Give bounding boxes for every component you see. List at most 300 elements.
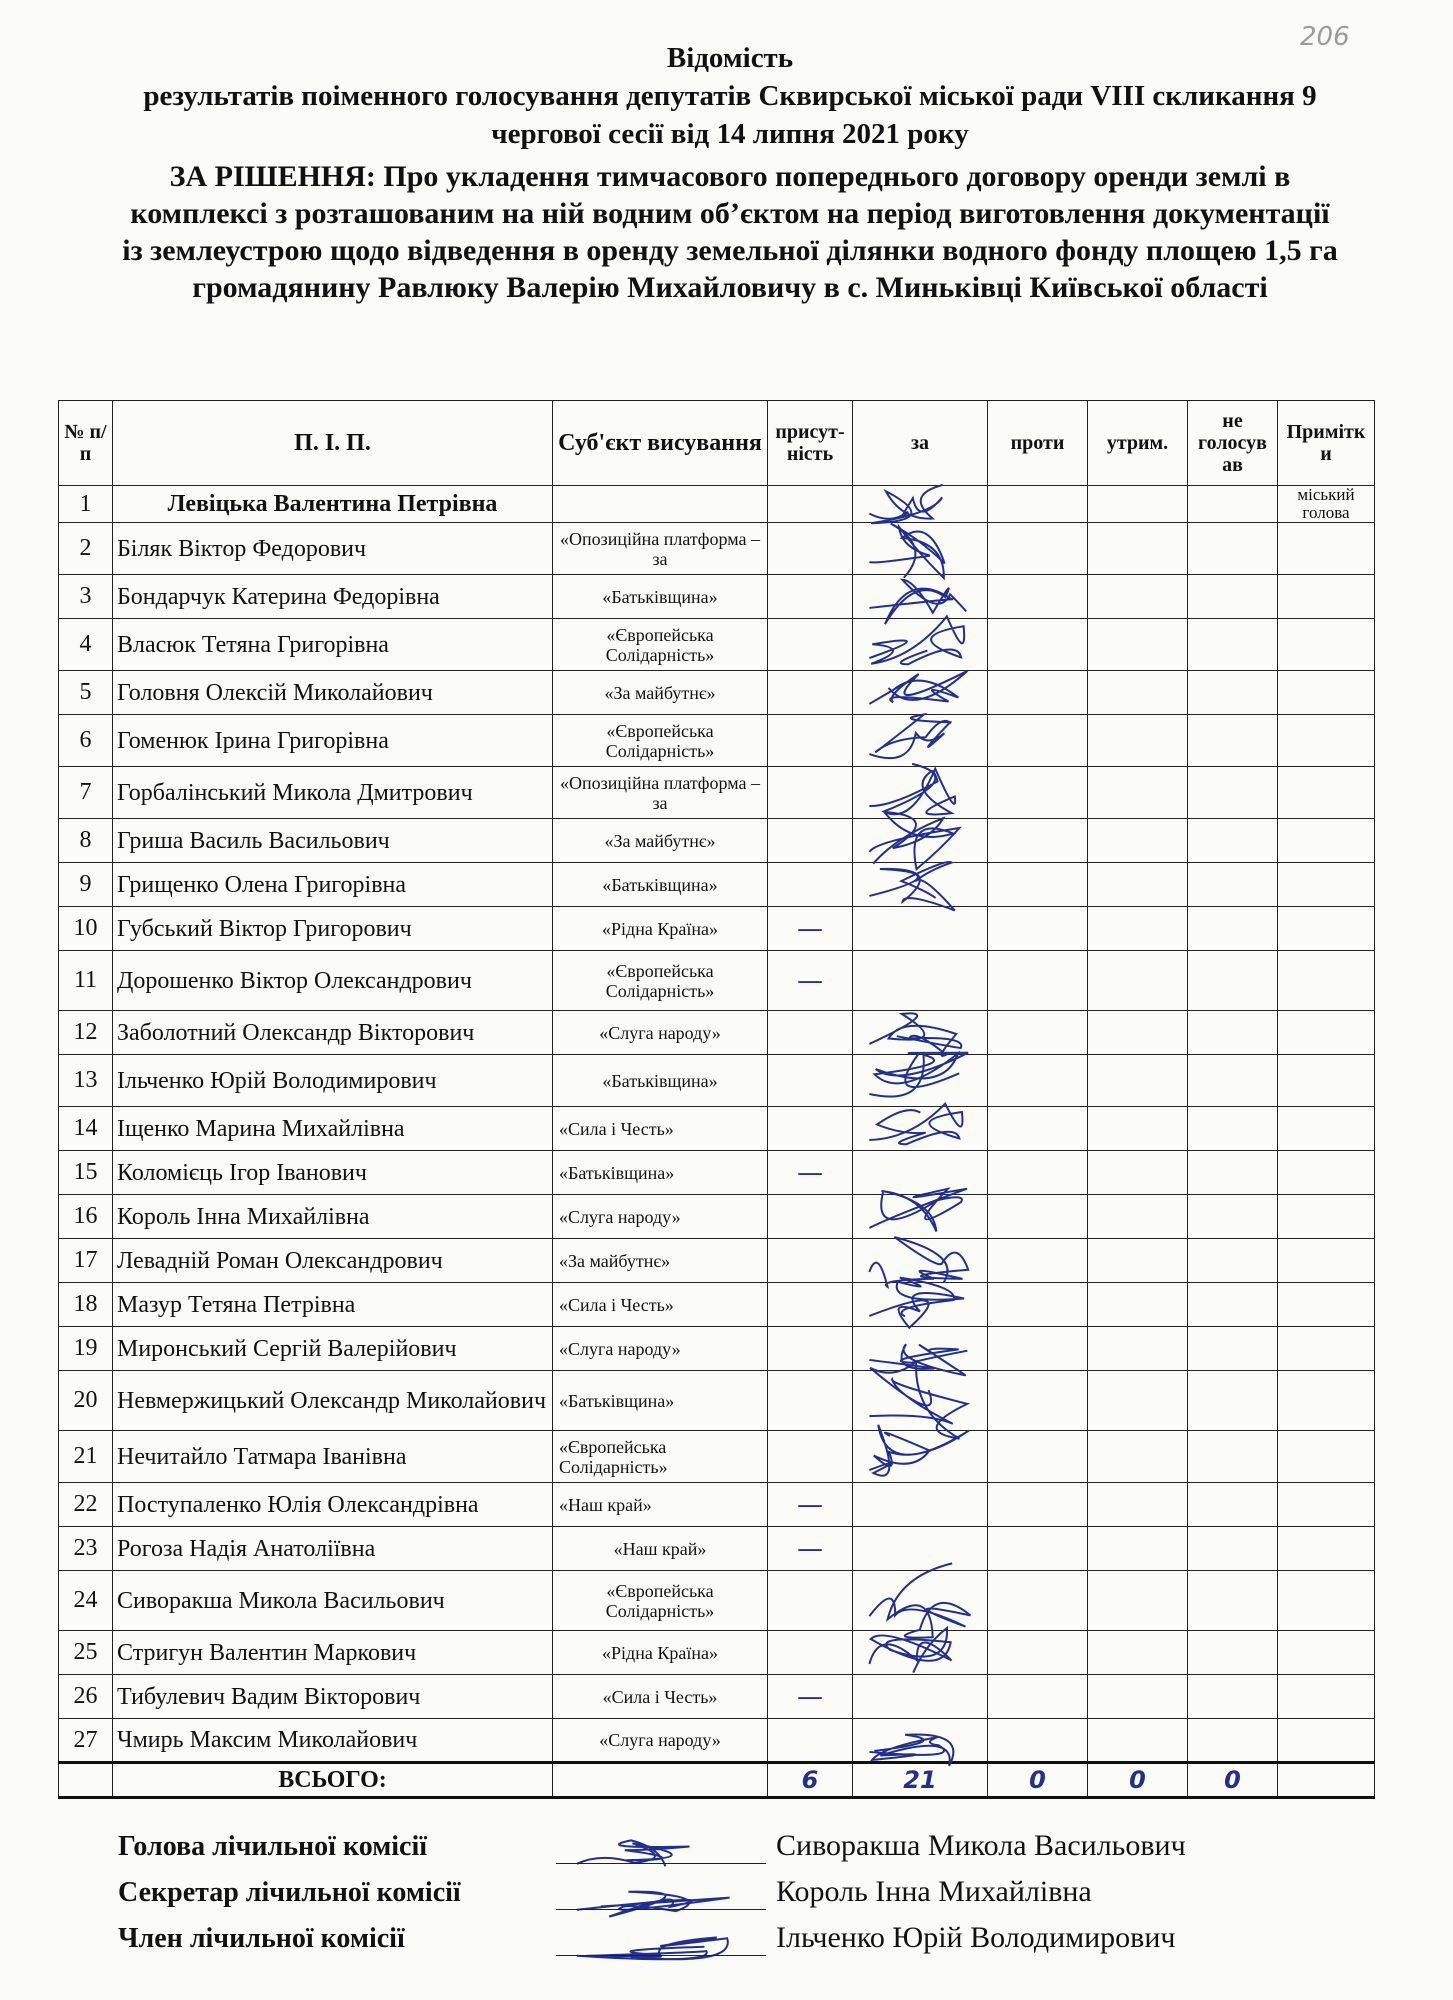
deputy-name: Губський Віктор Григорович	[113, 907, 553, 951]
row-number: 7	[59, 767, 113, 819]
deputy-name: Нечитайло Татмара Іванівна	[113, 1431, 553, 1483]
vote-for-cell	[853, 1483, 988, 1527]
present-cell	[768, 671, 853, 715]
vote-against-cell	[988, 1483, 1088, 1527]
note-cell	[1278, 575, 1375, 619]
present-cell	[768, 1719, 853, 1763]
nominating-party: «Батьківщина»	[553, 1055, 768, 1107]
vote-for-cell	[853, 1239, 988, 1283]
total-against: 0	[988, 1763, 1088, 1798]
header-party: Суб'єкт висування	[553, 401, 768, 486]
table-row	[59, 523, 1375, 575]
vote-for-cell	[853, 575, 988, 619]
present-cell: —	[768, 1483, 853, 1527]
table-row	[59, 671, 1375, 715]
deputy-name: Стригун Валентин Маркович	[113, 1631, 553, 1675]
row-number: 4	[59, 619, 113, 671]
present-cell	[768, 1055, 853, 1107]
not-voted-cell	[1188, 1195, 1278, 1239]
table-header-row	[59, 401, 1375, 486]
vote-abstain-cell	[1088, 907, 1188, 951]
vote-abstain-cell	[1088, 1371, 1188, 1431]
vote-against-cell	[988, 486, 1088, 523]
commission-member-row	[118, 1875, 1318, 1921]
deputy-name: Рогоза Надія Анатоліївна	[113, 1527, 553, 1571]
vote-for-cell	[853, 863, 988, 907]
total-label: ВСЬОГО:	[113, 1763, 553, 1798]
not-voted-cell	[1188, 863, 1278, 907]
document-header	[40, 40, 1420, 306]
table-row	[59, 1327, 1375, 1371]
vote-for-cell	[853, 619, 988, 671]
present-cell	[768, 767, 853, 819]
vote-for-cell	[853, 1719, 988, 1763]
vote-for-cell	[853, 1631, 988, 1675]
vote-against-cell	[988, 767, 1088, 819]
vote-abstain-cell	[1088, 619, 1188, 671]
row-number: 2	[59, 523, 113, 575]
vote-for-cell	[853, 1151, 988, 1195]
vote-against-cell	[988, 1631, 1088, 1675]
nominating-party: «Європейська Солідарність»	[553, 951, 768, 1011]
header-against: проти	[988, 401, 1088, 486]
table-row	[59, 1371, 1375, 1431]
vote-for-cell	[853, 1675, 988, 1719]
vote-against-cell	[988, 1195, 1088, 1239]
row-number: 6	[59, 715, 113, 767]
header-num: № п/п	[59, 401, 113, 486]
deputy-name: Ільченко Юрій Володимирович	[113, 1055, 553, 1107]
table-row	[59, 1527, 1375, 1571]
vote-against-cell	[988, 1055, 1088, 1107]
vote-against-cell	[988, 1527, 1088, 1571]
nominating-party: «Сила і Честь»	[553, 1283, 768, 1327]
deputy-name: Іщенко Марина Михайлівна	[113, 1107, 553, 1151]
total-empty-cell	[59, 1763, 113, 1798]
not-voted-cell	[1188, 951, 1278, 1011]
present-cell: —	[768, 951, 853, 1011]
vote-abstain-cell	[1088, 1631, 1188, 1675]
voting-table	[58, 400, 1375, 1799]
table-row	[59, 1571, 1375, 1631]
table-row	[59, 1011, 1375, 1055]
table-row	[59, 1195, 1375, 1239]
table-row	[59, 1631, 1375, 1675]
note-cell	[1278, 1327, 1375, 1371]
table-row	[59, 951, 1375, 1011]
vote-against-cell	[988, 1239, 1088, 1283]
vote-for-cell	[853, 671, 988, 715]
present-cell	[768, 1011, 853, 1055]
row-number: 13	[59, 1055, 113, 1107]
total-empty-cell	[1278, 1763, 1375, 1798]
note-cell	[1278, 715, 1375, 767]
not-voted-cell	[1188, 1371, 1278, 1431]
total-for: 21	[853, 1763, 988, 1798]
header-abstain: утрим.	[1088, 401, 1188, 486]
vote-abstain-cell	[1088, 486, 1188, 523]
row-number: 17	[59, 1239, 113, 1283]
table-row	[59, 1107, 1375, 1151]
present-cell	[768, 619, 853, 671]
commission-member-row	[118, 1829, 1318, 1875]
header-present: присут-ність	[768, 401, 853, 486]
table-row	[59, 1151, 1375, 1195]
not-voted-cell	[1188, 819, 1278, 863]
not-voted-cell	[1188, 575, 1278, 619]
table-row	[59, 907, 1375, 951]
nominating-party: «Наш край»	[553, 1483, 768, 1527]
not-voted-cell	[1188, 767, 1278, 819]
present-cell	[768, 1371, 853, 1431]
note-cell	[1278, 1431, 1375, 1483]
row-number: 22	[59, 1483, 113, 1527]
note-cell	[1278, 523, 1375, 575]
note-cell	[1278, 671, 1375, 715]
row-number: 14	[59, 1107, 113, 1151]
nominating-party: «Рідна Країна»	[553, 1631, 768, 1675]
commission-member-row	[118, 1921, 1318, 1967]
deputy-name: Поступаленко Юлія Олександрівна	[113, 1483, 553, 1527]
not-voted-cell	[1188, 1107, 1278, 1151]
table-row	[59, 1055, 1375, 1107]
table-row	[59, 1239, 1375, 1283]
present-cell	[768, 1431, 853, 1483]
decision-line-4: громадянину Равлюку Валерію Михайловичу в с. Миньківці Київської області	[192, 271, 1268, 304]
decision-line-1: ЗА РІШЕННЯ: Про укладення тимчасового попереднього договору оренди землі в	[169, 160, 1291, 193]
nominating-party: «Батьківщина»	[553, 575, 768, 619]
deputy-name: Левадній Роман Олександрович	[113, 1239, 553, 1283]
deputy-name: Заболотний Олександр Вікторович	[113, 1011, 553, 1055]
row-number: 24	[59, 1571, 113, 1631]
note-cell	[1278, 863, 1375, 907]
nominating-party: «Європейська Солідарність»	[553, 1571, 768, 1631]
nominating-party: «За майбутнє»	[553, 819, 768, 863]
vote-against-cell	[988, 715, 1088, 767]
signature-line	[556, 1955, 766, 1956]
vote-for-cell	[853, 819, 988, 863]
present-cell	[768, 1239, 853, 1283]
row-number: 10	[59, 907, 113, 951]
subtitle-line-2: чергової сесії від 14 липня 2021 року	[491, 118, 969, 150]
present-cell	[768, 1571, 853, 1631]
table-row	[59, 1483, 1375, 1527]
nominating-party: «Рідна Країна»	[553, 907, 768, 951]
present-cell	[768, 523, 853, 575]
not-voted-cell	[1188, 671, 1278, 715]
vote-against-cell	[988, 1371, 1088, 1431]
vote-against-cell	[988, 1151, 1088, 1195]
vote-for-cell	[853, 1107, 988, 1151]
row-number: 19	[59, 1327, 113, 1371]
vote-against-cell	[988, 1107, 1088, 1151]
not-voted-cell	[1188, 1283, 1278, 1327]
not-voted-cell	[1188, 1719, 1278, 1763]
nominating-party: «Слуга народу»	[553, 1195, 768, 1239]
table-row	[59, 863, 1375, 907]
table-row	[59, 1675, 1375, 1719]
not-voted-cell	[1188, 619, 1278, 671]
present-cell: —	[768, 907, 853, 951]
table-row	[59, 1719, 1375, 1763]
deputy-name: Левіцька Валентина Петрівна	[113, 486, 553, 523]
note-cell	[1278, 1195, 1375, 1239]
not-voted-cell	[1188, 486, 1278, 523]
note-cell	[1278, 819, 1375, 863]
note-cell	[1278, 1151, 1375, 1195]
decision-line-2: комплексі з розташованим на ній водним об’єктом на період виготовлення документації	[130, 197, 1330, 230]
vote-against-cell	[988, 1327, 1088, 1371]
present-cell: —	[768, 1675, 853, 1719]
vote-against-cell	[988, 951, 1088, 1011]
note-cell	[1278, 951, 1375, 1011]
note-cell	[1278, 1011, 1375, 1055]
document-title: Відомість	[666, 42, 794, 74]
row-number: 21	[59, 1431, 113, 1483]
vote-against-cell	[988, 1283, 1088, 1327]
vote-against-cell	[988, 819, 1088, 863]
vote-abstain-cell	[1088, 1483, 1188, 1527]
deputy-name: Горбалінський Микола Дмитрович	[113, 767, 553, 819]
deputy-name: Власюк Тетяна Григорівна	[113, 619, 553, 671]
row-number: 20	[59, 1371, 113, 1431]
deputy-name: Грищенко Олена Григорівна	[113, 863, 553, 907]
present-cell	[768, 486, 853, 523]
present-cell	[768, 1327, 853, 1371]
vote-abstain-cell	[1088, 767, 1188, 819]
vote-abstain-cell	[1088, 1527, 1188, 1571]
deputy-name: Гоменюк Ірина Григорівна	[113, 715, 553, 767]
vote-for-cell	[853, 1431, 988, 1483]
vote-for-cell	[853, 1571, 988, 1631]
present-cell	[768, 819, 853, 863]
not-voted-cell	[1188, 1327, 1278, 1371]
deputy-name: Гриша Василь Васильович	[113, 819, 553, 863]
vote-for-cell	[853, 1527, 988, 1571]
deputy-name: Невмержицький Олександр Миколайович	[113, 1371, 553, 1431]
deputy-name: Бондарчук Катерина Федорівна	[113, 575, 553, 619]
row-number: 11	[59, 951, 113, 1011]
deputy-name: Чмирь Максим Миколайович	[113, 1719, 553, 1763]
note-cell	[1278, 1107, 1375, 1151]
vote-abstain-cell	[1088, 523, 1188, 575]
vote-against-cell	[988, 575, 1088, 619]
note-cell	[1278, 1371, 1375, 1431]
not-voted-cell	[1188, 907, 1278, 951]
vote-abstain-cell	[1088, 1239, 1188, 1283]
total-empty-cell	[553, 1763, 768, 1798]
vote-for-cell	[853, 767, 988, 819]
row-number: 5	[59, 671, 113, 715]
vote-abstain-cell	[1088, 715, 1188, 767]
vote-against-cell	[988, 1011, 1088, 1055]
not-voted-cell	[1188, 1483, 1278, 1527]
commission-member-name: Король Інна Михайлівна	[776, 1875, 1092, 1908]
row-number: 23	[59, 1527, 113, 1571]
nominating-party: «Європейська Солідарність»	[553, 619, 768, 671]
vote-for-cell	[853, 1371, 988, 1431]
present-cell	[768, 575, 853, 619]
signature-line	[556, 1863, 766, 1864]
deputy-name: Дорошенко Віктор Олександрович	[113, 951, 553, 1011]
note-cell	[1278, 1483, 1375, 1527]
row-number: 16	[59, 1195, 113, 1239]
vote-against-cell	[988, 619, 1088, 671]
vote-for-cell	[853, 1055, 988, 1107]
nominating-party: «За майбутнє»	[553, 671, 768, 715]
row-number: 26	[59, 1675, 113, 1719]
vote-abstain-cell	[1088, 575, 1188, 619]
total-not-voted: 0	[1188, 1763, 1278, 1798]
not-voted-cell	[1188, 1431, 1278, 1483]
nominating-party: «Батьківщина»	[553, 1371, 768, 1431]
not-voted-cell	[1188, 1151, 1278, 1195]
row-number: 9	[59, 863, 113, 907]
present-cell	[768, 1195, 853, 1239]
note-cell	[1278, 767, 1375, 819]
vote-abstain-cell	[1088, 1283, 1188, 1327]
deputy-name: Миронський Сергій Валерійович	[113, 1327, 553, 1371]
deputy-name: Мазур Тетяна Петрівна	[113, 1283, 553, 1327]
deputy-name: Тибулевич Вадим Вікторович	[113, 1675, 553, 1719]
present-cell	[768, 863, 853, 907]
row-number: 25	[59, 1631, 113, 1675]
deputy-name: Головня Олексій Миколайович	[113, 671, 553, 715]
nominating-party: «Батьківщина»	[553, 1151, 768, 1195]
signature-line	[556, 1909, 766, 1910]
vote-abstain-cell	[1088, 1571, 1188, 1631]
vote-abstain-cell	[1088, 1431, 1188, 1483]
vote-for-cell	[853, 1327, 988, 1371]
nominating-party: «Слуга народу»	[553, 1327, 768, 1371]
vote-abstain-cell	[1088, 819, 1188, 863]
table-row	[59, 715, 1375, 767]
note-cell	[1278, 1055, 1375, 1107]
not-voted-cell	[1188, 715, 1278, 767]
row-number: 1	[59, 486, 113, 523]
vote-abstain-cell	[1088, 1675, 1188, 1719]
vote-for-cell	[853, 1011, 988, 1055]
commission-role: Секретар лічильної комісії	[118, 1877, 461, 1908]
vote-for-cell	[853, 1195, 988, 1239]
subtitle-line-1: результатів поіменного голосування депутатів Сквирської міської ради VIII скликання 9	[143, 80, 1317, 112]
commission-member-name: Ільченко Юрій Володимирович	[776, 1921, 1176, 1954]
vote-for-cell	[853, 715, 988, 767]
present-cell: —	[768, 1527, 853, 1571]
table-row	[59, 1283, 1375, 1327]
nominating-party: «Наш край»	[553, 1527, 768, 1571]
vote-against-cell	[988, 1675, 1088, 1719]
table-row	[59, 767, 1375, 819]
decision-line-3: із землеустрою щодо відведення в оренду земельної ділянки водного фонду площею 1,5 га	[122, 234, 1338, 267]
not-voted-cell	[1188, 1527, 1278, 1571]
total-row	[59, 1763, 1375, 1798]
table-row	[59, 486, 1375, 523]
note-cell	[1278, 1719, 1375, 1763]
vote-abstain-cell	[1088, 1055, 1188, 1107]
table-row	[59, 575, 1375, 619]
total-abstain: 0	[1088, 1763, 1188, 1798]
deputy-name: Король Інна Михайлівна	[113, 1195, 553, 1239]
note-cell	[1278, 1675, 1375, 1719]
header-name: П. І. П.	[113, 401, 553, 486]
present-cell: —	[768, 1151, 853, 1195]
vote-against-cell	[988, 1571, 1088, 1631]
total-present: 6	[768, 1763, 853, 1798]
deputy-name: Біляк Віктор Федорович	[113, 523, 553, 575]
row-number: 12	[59, 1011, 113, 1055]
present-cell	[768, 715, 853, 767]
deputy-name: Сиворакша Микола Васильович	[113, 1571, 553, 1631]
present-cell	[768, 1283, 853, 1327]
not-voted-cell	[1188, 1239, 1278, 1283]
note-cell	[1278, 907, 1375, 951]
note-cell	[1278, 1527, 1375, 1571]
present-cell	[768, 1631, 853, 1675]
note-cell	[1278, 1631, 1375, 1675]
vote-abstain-cell	[1088, 1327, 1188, 1371]
row-number: 15	[59, 1151, 113, 1195]
page-number-handwritten: 206	[1300, 22, 1350, 52]
vote-against-cell	[988, 863, 1088, 907]
nominating-party: «За майбутнє»	[553, 1239, 768, 1283]
nominating-party: «Європейська Солідарність»	[553, 1431, 768, 1483]
counting-commission-block	[118, 1829, 1318, 1967]
deputy-name: Коломієць Ігор Іванович	[113, 1151, 553, 1195]
commission-role: Член лічильної комісії	[118, 1923, 405, 1954]
nominating-party: «Слуга народу»	[553, 1011, 768, 1055]
row-number: 8	[59, 819, 113, 863]
vote-abstain-cell	[1088, 1107, 1188, 1151]
vote-abstain-cell	[1088, 1151, 1188, 1195]
vote-against-cell	[988, 1719, 1088, 1763]
row-number: 18	[59, 1283, 113, 1327]
row-number: 27	[59, 1719, 113, 1763]
row-number: 3	[59, 575, 113, 619]
commission-member-name: Сиворакша Микола Васильович	[776, 1829, 1186, 1862]
table-row	[59, 819, 1375, 863]
nominating-party: «Батьківщина»	[553, 863, 768, 907]
not-voted-cell	[1188, 1055, 1278, 1107]
vote-abstain-cell	[1088, 1195, 1188, 1239]
vote-abstain-cell	[1088, 1011, 1188, 1055]
vote-against-cell	[988, 907, 1088, 951]
note-cell: міський голова	[1278, 486, 1375, 523]
vote-abstain-cell	[1088, 1719, 1188, 1763]
nominating-party: «Опозиційна платформа – за	[553, 523, 768, 575]
nominating-party: «Слуга народу»	[553, 1719, 768, 1763]
not-voted-cell	[1188, 1011, 1278, 1055]
vote-against-cell	[988, 523, 1088, 575]
table-row	[59, 1431, 1375, 1483]
vote-for-cell	[853, 486, 988, 523]
not-voted-cell	[1188, 1675, 1278, 1719]
vote-for-cell	[853, 907, 988, 951]
note-cell	[1278, 1239, 1375, 1283]
nominating-party: «Сила і Честь»	[553, 1107, 768, 1151]
nominating-party: «Європейська Солідарність»	[553, 715, 768, 767]
header-not-voted: не голосув ав	[1188, 401, 1278, 486]
vote-abstain-cell	[1088, 951, 1188, 1011]
vote-against-cell	[988, 1431, 1088, 1483]
not-voted-cell	[1188, 523, 1278, 575]
nominating-party: «Сила і Честь»	[553, 1675, 768, 1719]
not-voted-cell	[1188, 1631, 1278, 1675]
header-for: за	[853, 401, 988, 486]
table-row	[59, 619, 1375, 671]
vote-against-cell	[988, 671, 1088, 715]
note-cell	[1278, 619, 1375, 671]
